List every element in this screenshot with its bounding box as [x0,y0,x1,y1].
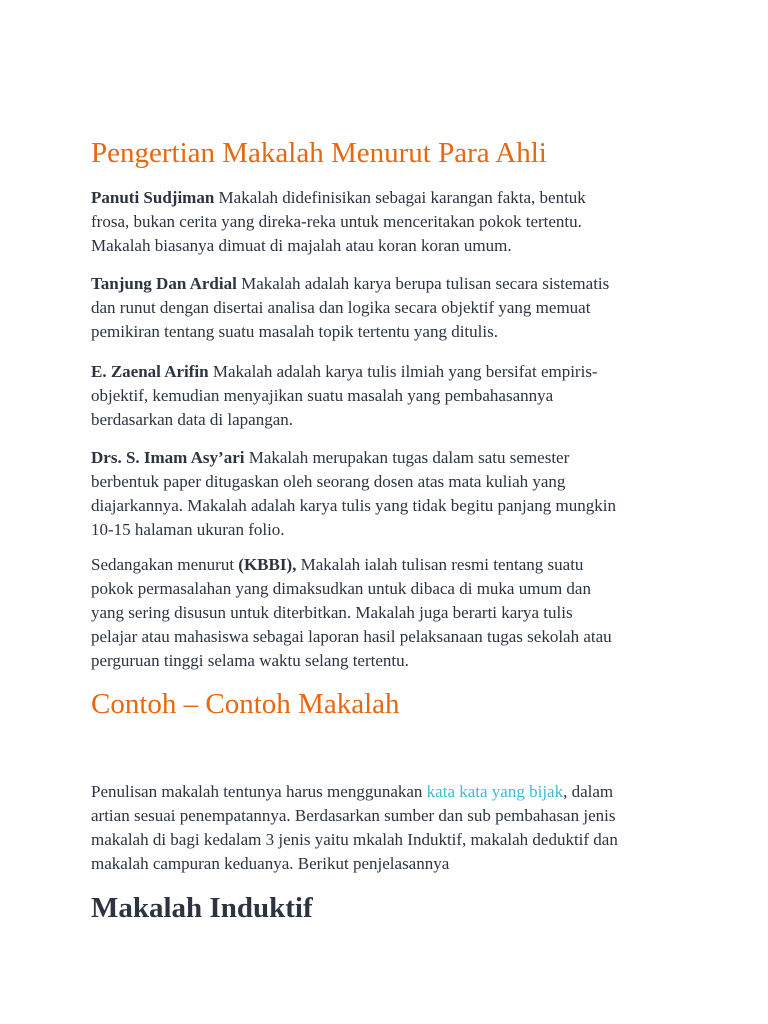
kbbi-line: perguruan tinggi selama waktu selang tertentu. [91,651,409,670]
definition-line: Panuti Sudjiman Makalah didefinisikan sebagai karangan fakta, bentuk [91,188,586,207]
kbbi-line: yang sering disusun untuk diterbitkan. Makalah juga berarti karya tulis [91,603,573,622]
definition-line: berbentuk paper ditugaskan oleh seorang dosen atas mata kuliah yang [91,472,566,491]
kata-bijak-link[interactable]: kata kata yang bijak [426,782,564,801]
intro-line: makalah campuran keduanya. Berikut penjelasannya [91,854,450,873]
author-name: Drs. S. Imam Asy’ari [91,448,245,467]
definition-line: Drs. S. Imam Asy’ari Makalah merupakan tugas dalam satu semester [91,448,570,467]
definition-line: E. Zaenal Arifin Makalah adalah karya tulis ilmiah yang bersifat empiris- [91,362,598,381]
definition-paragraph-2 [91,272,681,344]
author-name: E. Zaenal Arifin [91,362,209,381]
definition-line: 10-15 halaman ukuran folio. [91,520,285,539]
intro-line: Penulisan makalah tentunya harus menggunakan kata kata yang bijak, dalam [91,782,614,801]
definition-line: Tanjung Dan Ardial Makalah adalah karya berupa tulisan secara sistematis [91,274,610,293]
heading-pengertian-makalah: Pengertian Makalah Menurut Para Ahli [91,137,547,169]
kbbi-line: pelajar atau mahasiswa sebagai laporan hasil pelaksanaan tugas sekolah atau [91,627,612,646]
definition-line: diajarkannya. Makalah adalah karya tulis yang tidak begitu panjang mungkin [91,496,616,515]
definition-line: berdasarkan data di lapangan. [91,410,294,429]
definition-line: pemikiran tentang suatu masalah topik tertentu yang ditulis. [91,322,498,341]
author-name: Tanjung Dan Ardial [91,274,237,293]
heading-contoh-makalah: Contoh – Contoh Makalah [91,688,400,720]
kbbi-label: (KBBI), [238,555,297,574]
definition-line: dan runut dengan disertai analisa dan logika secara objektif yang memuat [91,298,591,317]
intro-paragraph [91,780,681,876]
intro-line: makalah di bagi kedalam 3 jenis yaitu mkalah Induktif, makalah deduktif dan [91,830,618,849]
definition-line: Makalah biasanya dimuat di majalah atau koran koran umum. [91,236,512,255]
author-name: Panuti Sudjiman [91,188,215,207]
kbbi-line: pokok permasalahan yang dimaksudkan untuk dibaca di muka umum dan [91,579,591,598]
definition-line: frosa, bukan cerita yang direka-reka untuk menceritakan pokok tertentu. [91,212,582,231]
definition-paragraph-3 [91,360,681,432]
definition-line: objektif, kemudian menyajikan suatu masalah yang pembahasannya [91,386,554,405]
definition-paragraph-1 [91,186,681,258]
definition-paragraph-4 [91,446,681,542]
kbbi-line: Sedangakan menurut (KBBI), Makalah ialah tulisan resmi tentang suatu [91,555,584,574]
heading-makalah-induktif: Makalah Induktif [91,892,313,924]
intro-line: artian sesuai penempatannya. Berdasarkan sumber dan sub pembahasan jenis [91,806,616,825]
kbbi-paragraph [91,553,681,673]
